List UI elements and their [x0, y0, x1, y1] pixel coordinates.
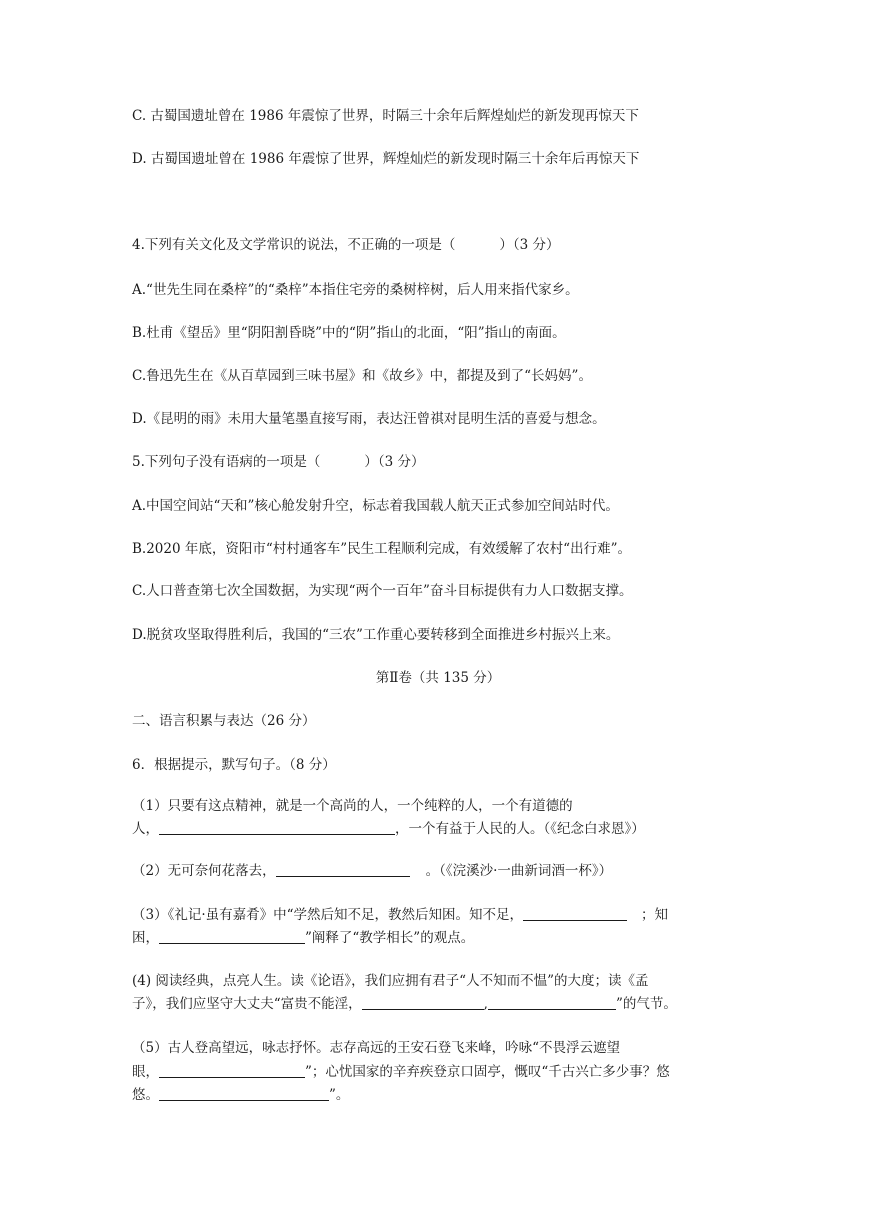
- q4-option-a: A.“世先生同在桑梓”的“桑梓”本指住宅旁的桑树梓树，后人用来指代家乡。: [132, 282, 579, 298]
- q4-stem-text: 4.下列有关文化及文学常识的说法，不正确的一项是（: [132, 237, 456, 253]
- section2-title: 二、语言积累与表达（26 分）: [132, 713, 316, 729]
- q6-3-prefix: （3）《礼记·虽有嘉肴》中“学然后知不足，教然后知困。知不足，: [132, 907, 524, 923]
- q6-5-prefix-2: 悠。: [132, 1087, 159, 1103]
- q6-1-line1: （1）只要有这点精神，就是一个高尚的人，一个纯粹的人，一个有道德的: [132, 798, 573, 814]
- q6-5-mid: ”；心忧国家的辛弃疾登京口固亭，慨叹“千古兴亡多少事？悠: [305, 1064, 670, 1080]
- q6-3-blank-2[interactable]: [159, 928, 305, 944]
- q6-3-prefix-2: 困，: [132, 930, 159, 946]
- q4-option-c: C.鲁迅先生在《从百草园到三味书屋》和《故乡》中，都提及到了“长妈妈”。: [132, 368, 592, 384]
- q6-5-suffix: ”。: [329, 1087, 350, 1103]
- q6-3-mid: ；知: [641, 907, 669, 923]
- q6-4-blank-2[interactable]: [488, 994, 616, 1010]
- q5-option-c: C.人口普查第七次全国数据，为实现“两个一百年”奋斗目标提供有力人口数据支撑。: [132, 583, 633, 599]
- part2-title: 第Ⅱ卷（共 135 分）: [375, 670, 501, 686]
- q6-4-line2: [132, 994, 677, 1015]
- q3-option-b: C. 古蜀国遗址曾在 1986 年震惊了世界，时隔三十余年后辉煌灿烂的新发现再惊天下: [132, 108, 639, 124]
- q5-stem-score: ）（3 分）: [364, 454, 425, 470]
- q6-1-prefix: 人，: [132, 821, 159, 837]
- q5-option-d: D.脱贫攻坚取得胜利后，我国的“三农”工作重心要转移到全面推进乡村振兴上来。: [132, 627, 620, 643]
- q6-4-comma: ,: [483, 996, 488, 1012]
- q6-2-blank[interactable]: [276, 861, 410, 877]
- q6-5-line3: [132, 1085, 349, 1106]
- q6-1-suffix: ，一个有益于人民的人。（《纪念白求恩》）: [395, 821, 645, 837]
- q6-5-prefix: 眼，: [132, 1064, 159, 1080]
- q4-stem: [132, 235, 560, 256]
- q5-stem-text: 5.下列句子没有语病的一项是（: [132, 454, 321, 470]
- q6-2-line: [132, 861, 612, 882]
- q6-4-line1: (4) 阅读经典，点亮人生。读《论语》，我们应拥有君子“人不知而不愠”的大度；读《孟: [132, 973, 649, 989]
- q6-2-prefix: （2）无可奈何花落去，: [132, 863, 276, 879]
- q6-1-blank[interactable]: [159, 819, 395, 835]
- q6-3-line1: [132, 905, 668, 926]
- q6-3-suffix: ”阐释了“教学相长”的观点。: [305, 930, 475, 946]
- q6-4-suffix: ”的气节。: [615, 996, 677, 1012]
- q6-3-line2: [132, 928, 474, 949]
- q6-5-blank-1[interactable]: [159, 1062, 305, 1078]
- q5-stem: [132, 452, 425, 473]
- q6-5-line2: [132, 1062, 670, 1083]
- q4-option-d: D.《昆明的雨》未用大量笔墨直接写雨，表达汪曾祺对昆明生活的喜爱与想念。: [132, 411, 606, 427]
- q6-2-suffix: 。（《浣溪沙·一曲新词酒一杯》）: [425, 863, 613, 879]
- q6-5-line1: （5）古人登高望远，咏志抒怀。志存高远的王安石登飞来峰，吟咏“不畏浮云遮望: [132, 1040, 620, 1056]
- q4-option-b: B.杜甫《望岳》里“阴阳割昏晓”中的“阴”指山的北面，“阳”指山的南面。: [132, 325, 566, 341]
- q5-option-b: B.2020 年底，资阳市“村村通客车”民生工程顺利完成，有效缓解了农村“出行难”。: [132, 541, 631, 557]
- q6-4-prefix: 子》，我们应坚守大丈夫“富贵不能淫，: [132, 996, 362, 1012]
- q6-3-blank-1[interactable]: [523, 905, 627, 921]
- q4-stem-score: ）（3 分）: [499, 237, 560, 253]
- q6-stem: 6．根据提示，默写句子。（8 分）: [132, 757, 336, 773]
- q6-5-blank-2[interactable]: [159, 1085, 329, 1101]
- q5-option-a: A.中国空间站“天和”核心舱发射升空，标志着我国载人航天正式参加空间站时代。: [132, 498, 619, 514]
- q6-4-blank-1[interactable]: [362, 994, 484, 1010]
- q6-1-line2: [132, 819, 645, 840]
- q3-option-c: D. 古蜀国遗址曾在 1986 年震惊了世界，辉煌灿烂的新发现时隔三十余年后再惊天下: [132, 151, 640, 167]
